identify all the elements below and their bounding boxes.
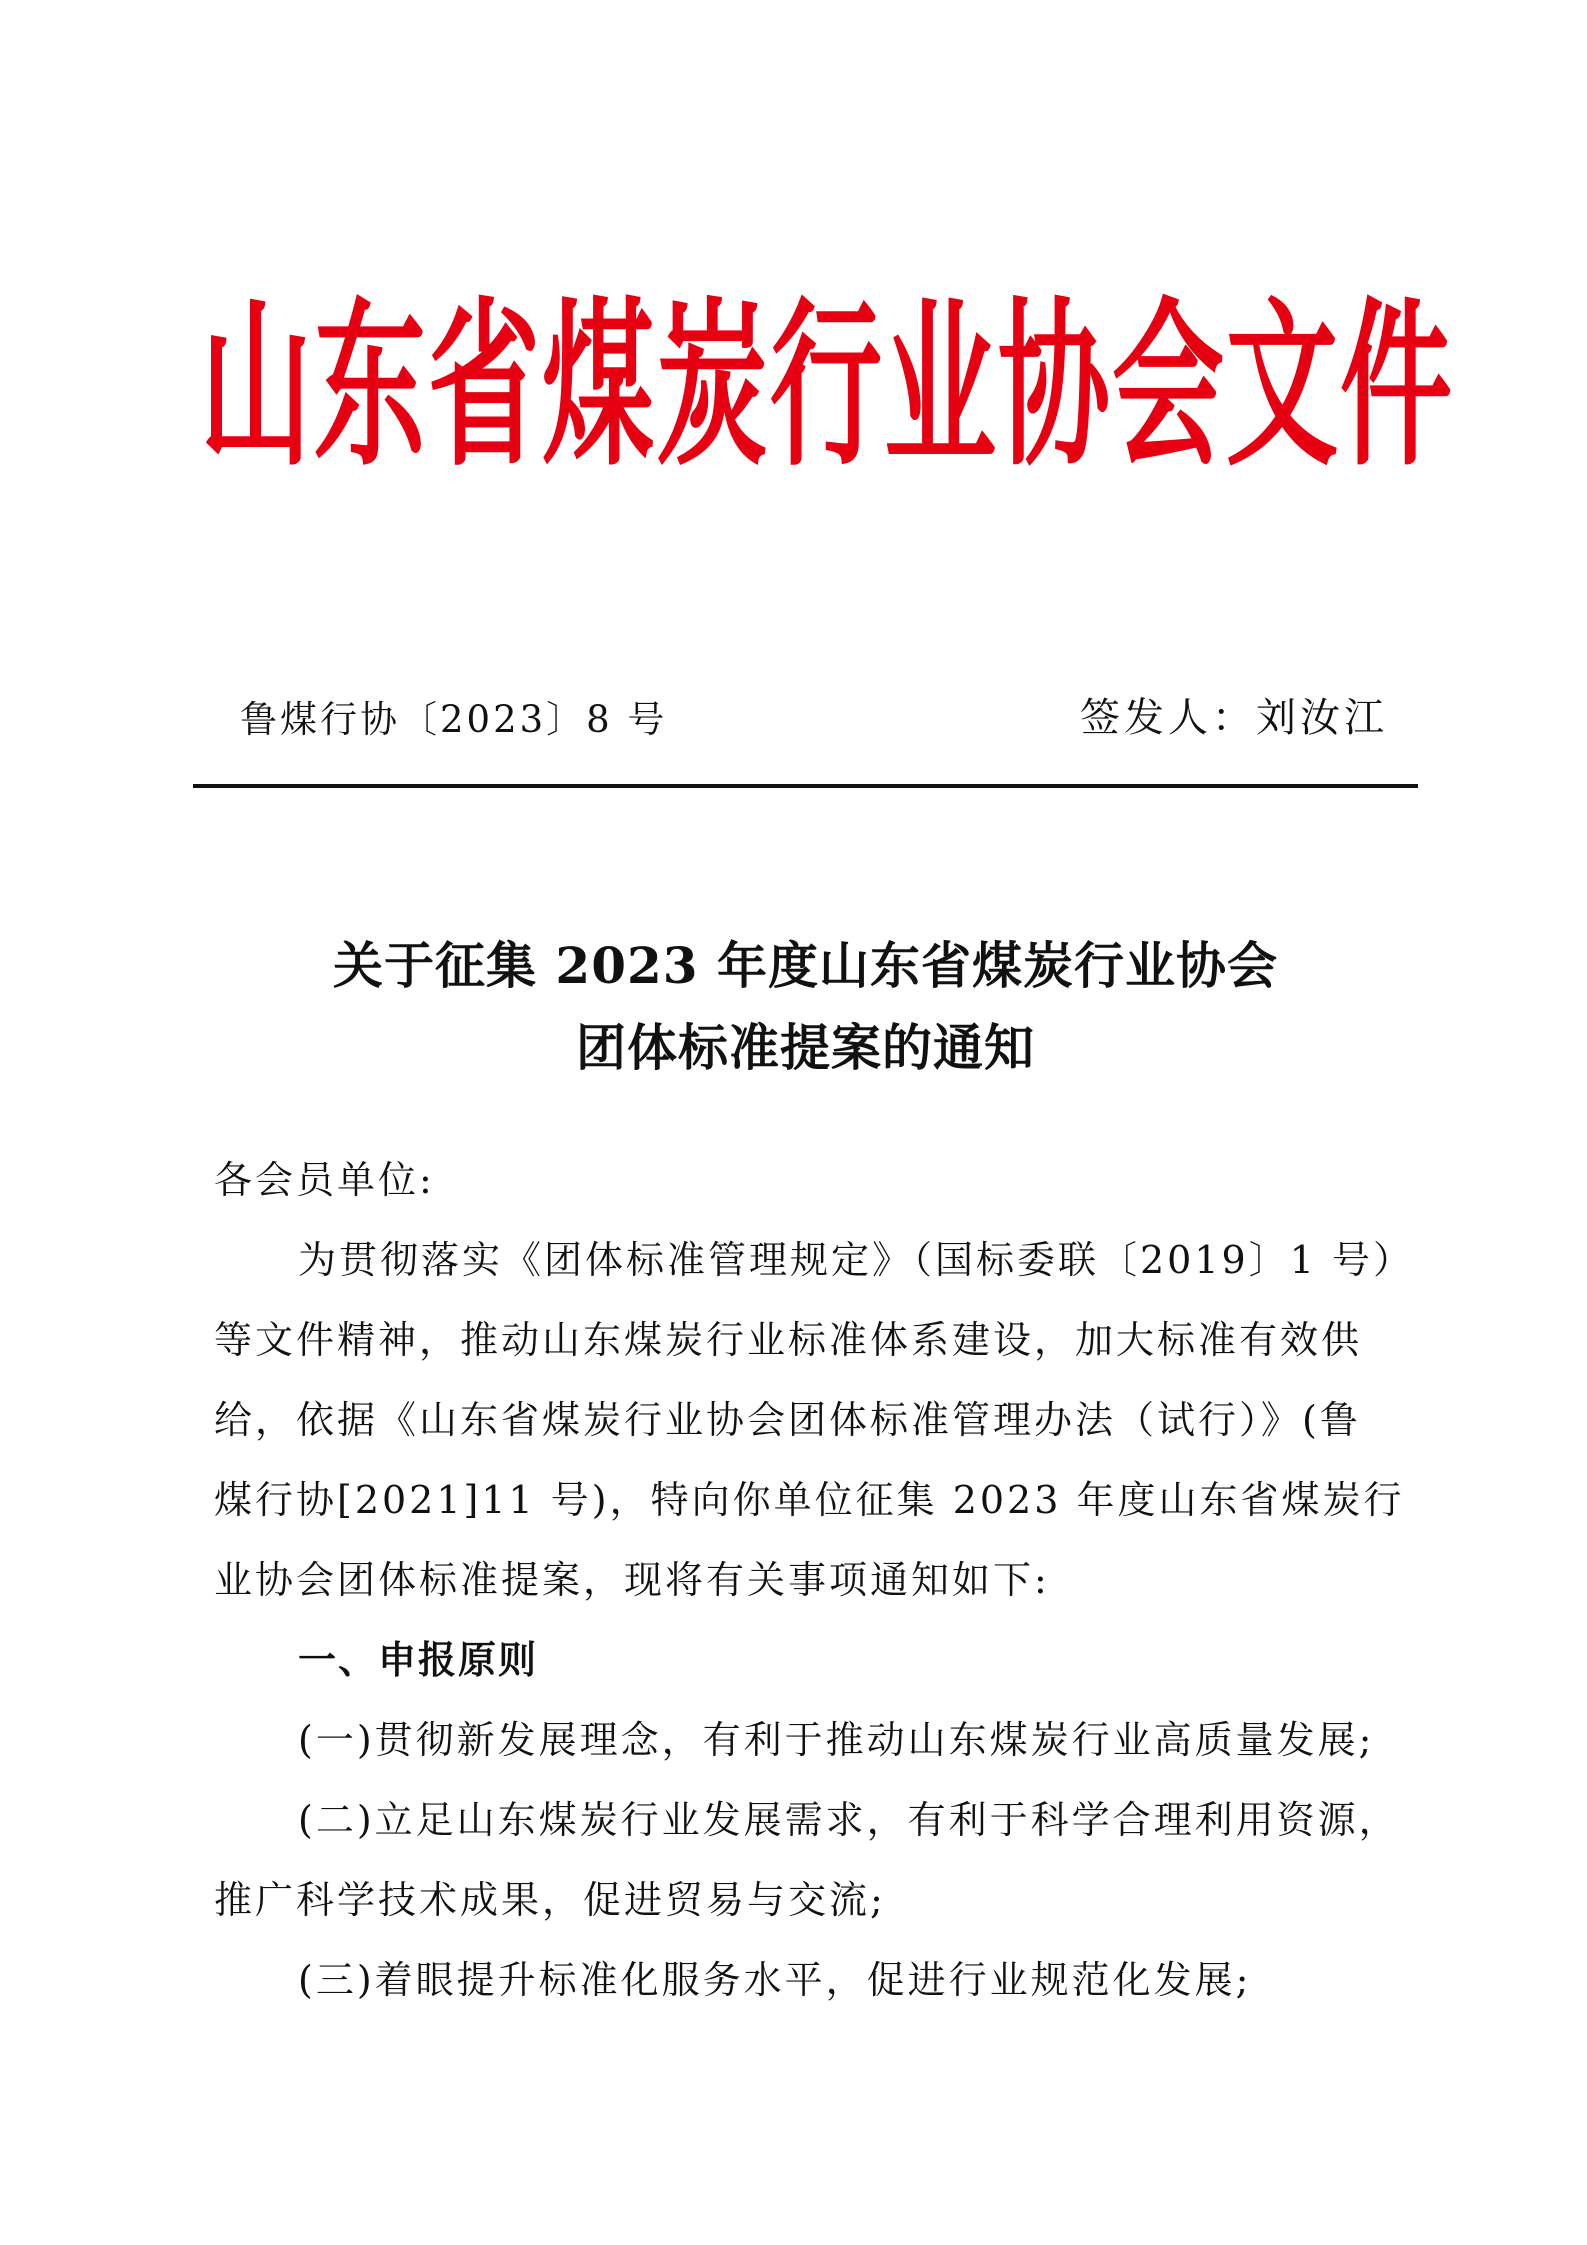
paragraph-line: 给，依据《山东省煤炭行业协会团体标准管理办法（试行）》(鲁 (214, 1398, 1361, 1442)
notice-title-line-1: 关于征集 2023 年度山东省煤炭行业协会 (333, 936, 1278, 995)
salutation: 各会员单位: (214, 1158, 435, 1202)
issuer-signature: 签发人：刘汝江 (1080, 695, 1388, 741)
document-number: 鲁煤行协〔2023〕8 号 (240, 698, 668, 741)
header-divider (193, 784, 1418, 788)
principle-item-3: (三)着眼提升标准化服务水平，促进行业规范化发展; (298, 1958, 1252, 2002)
document-header-title: 山东省煤炭行业协会文件 (200, 283, 1454, 491)
paragraph-line: 等文件精神，推动山东煤炭行业标准体系建设，加大标准有效供 (214, 1318, 1363, 1362)
section-heading: 一、申报原则 (298, 1638, 539, 1682)
paragraph-line: 业协会团体标准提案，现将有关事项通知如下: (214, 1558, 1050, 1602)
principle-item-2-line-2: 推广科学技术成果，促进贸易与交流; (214, 1878, 886, 1922)
principle-item-2-line-1: (二)立足山东煤炭行业发展需求，有利于科学合理利用资源， (298, 1798, 1400, 1842)
paragraph-line: 煤行协[2021]11 号)，特向你单位征集 2023 年度山东省煤炭行 (214, 1478, 1405, 1522)
notice-title (193, 925, 1418, 1089)
paragraph-line: 为贯彻落实《团体标准管理规定》（国标委联〔2019〕1 号） (298, 1238, 1414, 1282)
notice-body (214, 1140, 1414, 2020)
principle-item-1: (一)贯彻新发展理念，有利于推动山东煤炭行业高质量发展; (298, 1718, 1375, 1762)
notice-title-line-2: 团体标准提案的通知 (576, 1018, 1035, 1077)
